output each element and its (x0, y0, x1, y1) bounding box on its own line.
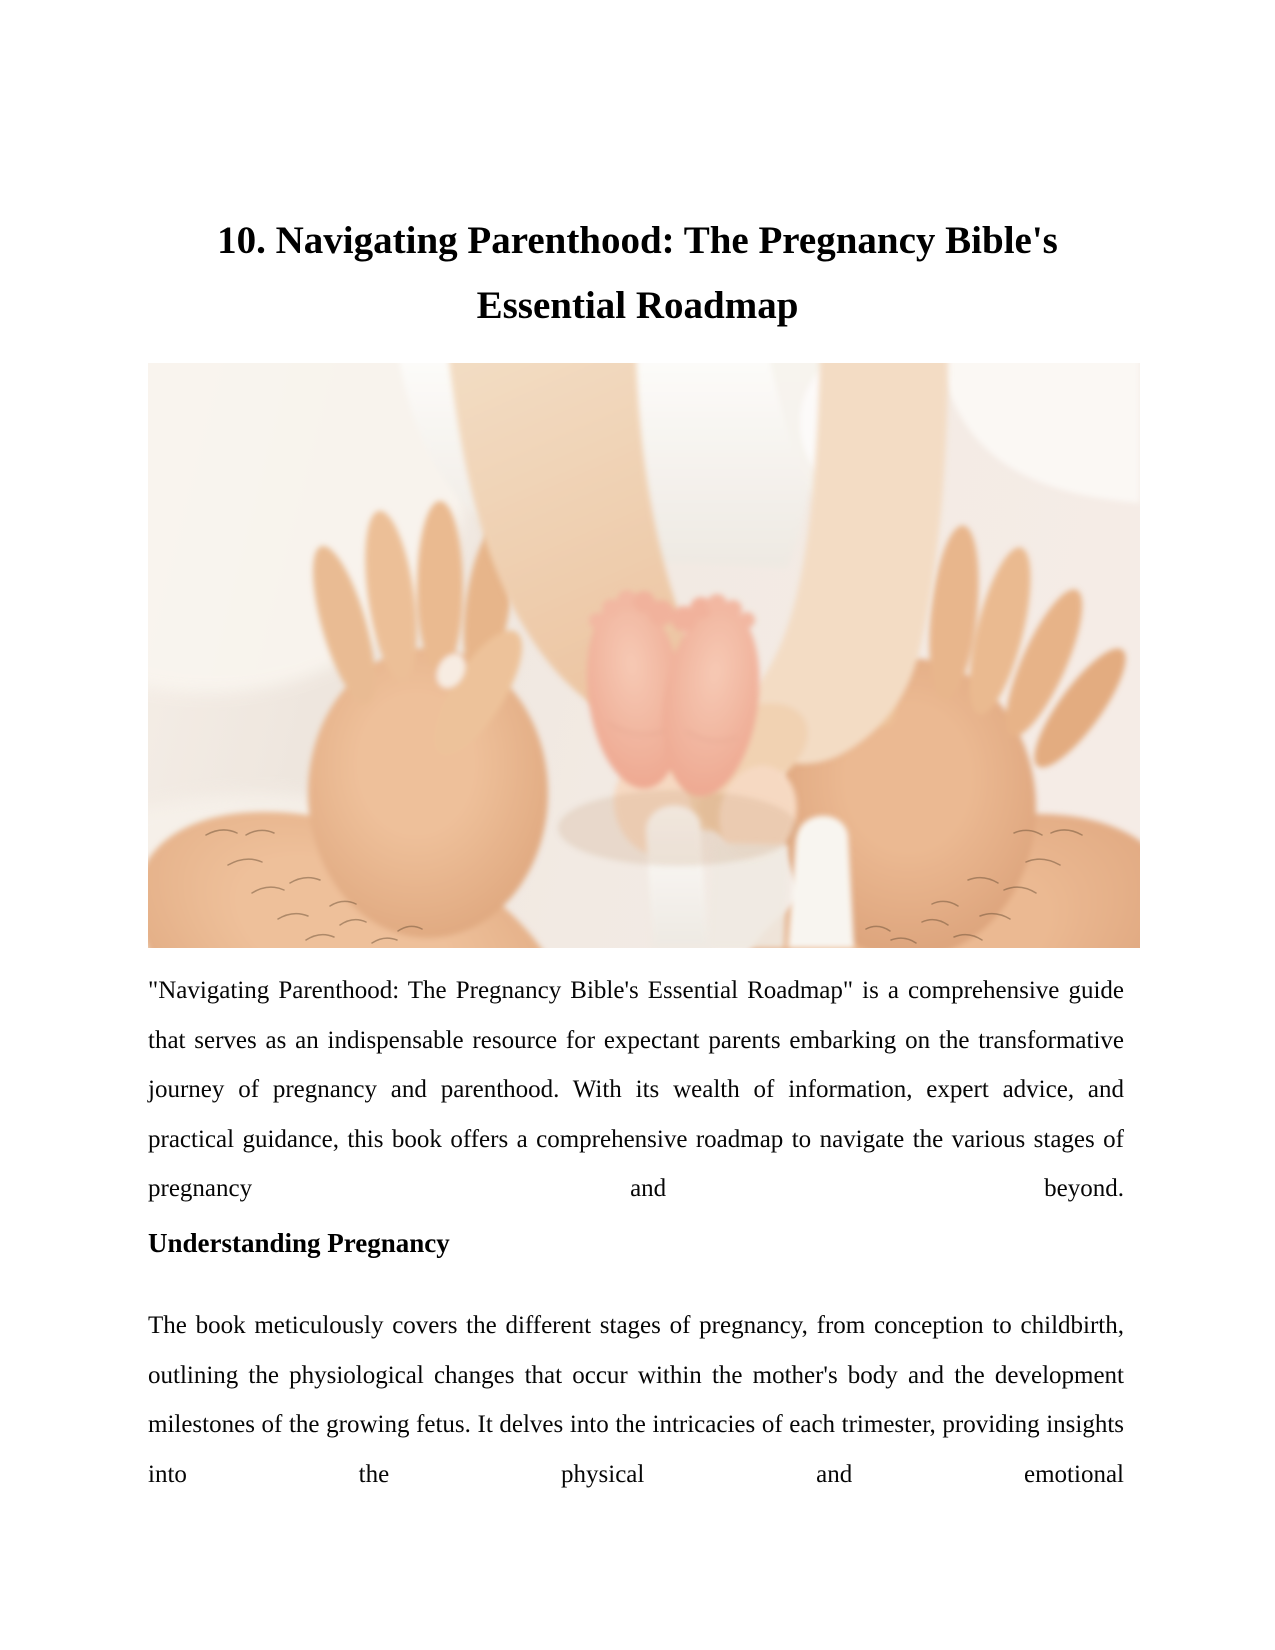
section-heading-understanding-pregnancy: Understanding Pregnancy (148, 1228, 450, 1258)
document-title (148, 208, 1127, 338)
title-line-1: 10. Navigating Parenthood: The Pregnancy Bible's (217, 219, 1058, 262)
family-hands-photo (148, 363, 1140, 948)
body-paragraph: The book meticulously covers the different stages of pregnancy, from conception to childbirth, outlining the physiological changes that occur within the mother's body and the development milestones of the growing fetus. It delves into the intricacies of each trimester, providing insights into the physical and emotional (148, 1312, 1124, 1488)
title-line-2: Essential Roadmap (476, 284, 799, 327)
family-hands-illustration (148, 363, 1140, 948)
intro-paragraph: "Navigating Parenthood: The Pregnancy Bible's Essential Roadmap" is a comprehensive guide that serves as an indispensable resource for expectant parents embarking on the transformative journey of pregnancy and parenthood. With its wealth of information, expert advice, and practical guidance, this book offers a comprehensive roadmap to navigate the various stages of pregnancy and beyond. (148, 977, 1124, 1202)
